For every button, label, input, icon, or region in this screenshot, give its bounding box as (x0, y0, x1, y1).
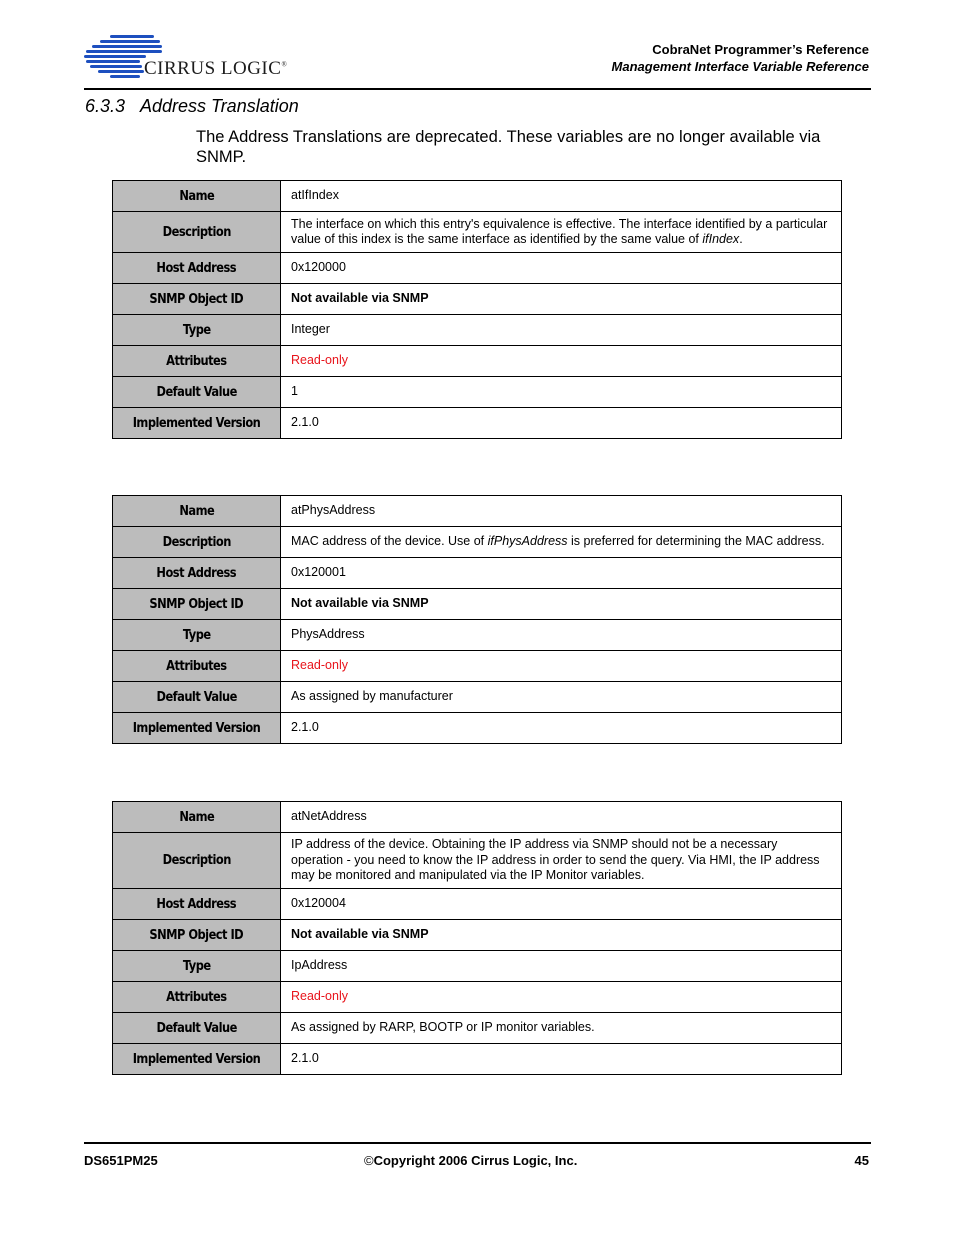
row-host-address (113, 253, 842, 284)
label-attributes: Attributes (166, 658, 227, 674)
label-type: Type (182, 322, 211, 338)
page-number: 45 (854, 1153, 869, 1168)
label-description: Description (162, 534, 231, 550)
value-implemented-version: 2.1.0 (281, 713, 842, 744)
row-attributes (113, 346, 842, 377)
value-type: Integer (281, 315, 842, 346)
row-type (113, 315, 842, 346)
value-implemented-version: 2.1.0 (281, 408, 842, 439)
label-default-value: Default Value (156, 384, 237, 400)
value-snmp-object-id: Not available via SNMP (281, 920, 842, 951)
label-attributes: Attributes (166, 353, 227, 369)
variable-table-atphysaddress (112, 495, 842, 744)
label-name: Name (179, 503, 214, 519)
value-default-value: 1 (281, 377, 842, 408)
label-host-address: Host Address (156, 896, 237, 912)
label-description: Description (162, 853, 231, 868)
footer-rule (84, 1142, 871, 1144)
value-host-address: 0x120004 (281, 889, 842, 920)
value-attributes: Read-only (281, 346, 842, 377)
row-host-address (113, 558, 842, 589)
row-snmp-object-id (113, 284, 842, 315)
value-host-address: 0x120001 (281, 558, 842, 589)
label-description: Description (162, 224, 231, 240)
value-name: atIfIndex (281, 181, 842, 212)
variable-table-atnetaddress (112, 801, 842, 1075)
value-description: The interface on which this entry's equivalence is effective. The interface identified by a particular value of this index is the same interface as identified by the same value of ifIndex. (281, 212, 842, 253)
section-title: Address Translation (140, 96, 299, 116)
document-title: CobraNet Programmer’s Reference (652, 42, 869, 57)
row-default-value (113, 1013, 842, 1044)
running-header (612, 41, 869, 75)
label-type: Type (182, 627, 211, 643)
label-default-value: Default Value (156, 1020, 237, 1036)
row-default-value (113, 682, 842, 713)
value-snmp-object-id: Not available via SNMP (281, 284, 842, 315)
value-implemented-version: 2.1.0 (281, 1044, 842, 1075)
row-implemented-version (113, 1044, 842, 1075)
row-name (113, 802, 842, 833)
row-name (113, 181, 842, 212)
value-default-value: As assigned by RARP, BOOTP or IP monitor variables. (281, 1013, 842, 1044)
row-attributes (113, 651, 842, 682)
value-type: PhysAddress (281, 620, 842, 651)
label-snmp-object-id: SNMP Object ID (149, 291, 244, 307)
row-description (113, 833, 842, 889)
value-snmp-object-id: Not available via SNMP (281, 589, 842, 620)
chapter-title: Management Interface Variable Reference (611, 59, 869, 74)
doc-id: DS651PM25 (84, 1153, 158, 1168)
row-implemented-version (113, 713, 842, 744)
row-name (113, 496, 842, 527)
value-type: IpAddress (281, 951, 842, 982)
value-description: MAC address of the device. Use of ifPhysAddress is preferred for determining the MAC address. (281, 527, 842, 558)
intro-paragraph: The Address Translations are deprecated. These variables are no longer available via SNMP. (196, 128, 821, 166)
copyright: ©Copyright 2006 Cirrus Logic, Inc. (364, 1153, 578, 1168)
section-heading (85, 96, 299, 117)
header-rule (84, 88, 871, 90)
value-description: IP address of the device. Obtaining the IP address via SNMP should not be a necessary operation - you need to know the IP address in order to send the query. Via HMI, the IP address may be monitored and manipulated via the IP Monitor variables. (281, 833, 842, 889)
label-type: Type (182, 958, 211, 974)
label-implemented-version: Implemented Version (132, 415, 261, 431)
label-snmp-object-id: SNMP Object ID (149, 927, 244, 943)
value-attributes: Read-only (281, 651, 842, 682)
variable-table-atifindex (112, 180, 842, 439)
row-snmp-object-id (113, 589, 842, 620)
value-default-value: As assigned by manufacturer (281, 682, 842, 713)
row-snmp-object-id (113, 920, 842, 951)
section-number: 6.3.3 (85, 96, 126, 116)
value-host-address: 0x120000 (281, 253, 842, 284)
copyright-icon: © (364, 1153, 374, 1168)
label-attributes: Attributes (166, 989, 227, 1005)
row-implemented-version (113, 408, 842, 439)
row-default-value (113, 377, 842, 408)
label-default-value: Default Value (156, 689, 237, 705)
row-type (113, 620, 842, 651)
cirrus-logic-logo (84, 34, 294, 80)
row-description (113, 527, 842, 558)
label-snmp-object-id: SNMP Object ID (149, 596, 244, 612)
row-attributes (113, 982, 842, 1013)
value-name: atNetAddress (281, 802, 842, 833)
value-attributes: Read-only (281, 982, 842, 1013)
label-host-address: Host Address (156, 565, 237, 581)
row-host-address (113, 889, 842, 920)
logo-wordmark: CIRRUS LOGIC® (144, 58, 288, 79)
value-name: atPhysAddress (281, 496, 842, 527)
label-name: Name (179, 188, 214, 204)
row-description (113, 212, 842, 253)
row-type (113, 951, 842, 982)
label-implemented-version: Implemented Version (132, 720, 261, 736)
label-host-address: Host Address (156, 260, 237, 276)
label-implemented-version: Implemented Version (132, 1051, 261, 1067)
label-name: Name (179, 809, 214, 825)
